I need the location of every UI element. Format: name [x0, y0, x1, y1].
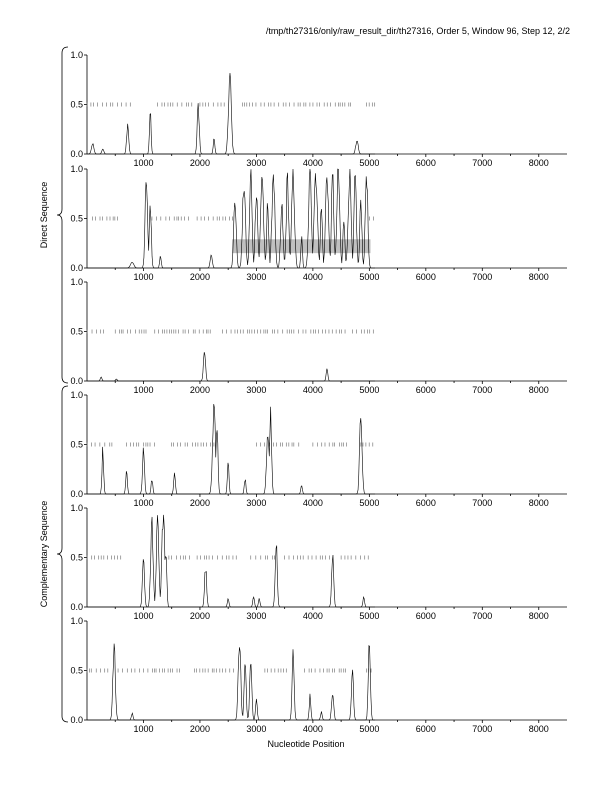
y-tick-label: 0.5	[70, 326, 83, 337]
series-line	[87, 73, 375, 154]
direct-sequence-label: Direct Sequence	[39, 181, 49, 249]
y-tick-label: 0.5	[70, 552, 83, 563]
x-tick-label: 3000	[246, 385, 267, 395]
y-tick-label: 1.0	[70, 164, 83, 174]
x-tick-label: 1000	[133, 158, 154, 168]
x-tick-label: 6000	[415, 272, 436, 282]
x-tick-label: 5000	[359, 158, 380, 168]
x-tick-label: 1000	[133, 724, 154, 734]
complementary-sequence-bracket	[57, 386, 68, 722]
x-tick-label: 4000	[302, 724, 323, 734]
x-tick-label: 2000	[189, 498, 210, 508]
y-tick-label: 1.0	[70, 277, 83, 287]
x-tick-label: 3000	[246, 272, 267, 282]
x-tick-label: 4000	[302, 272, 323, 282]
y-tick-label: 0.0	[70, 602, 83, 612]
y-tick-label: 0.0	[70, 263, 83, 273]
x-tick-label: 8000	[528, 272, 549, 282]
x-tick-label: 6000	[415, 158, 436, 168]
y-tick-label: 1.0	[70, 503, 83, 513]
series-line	[87, 644, 375, 720]
x-tick-label: 8000	[528, 611, 549, 621]
x-tick-label: 2000	[189, 272, 210, 282]
y-tick-label: 0.5	[70, 439, 83, 450]
x-tick-label: 1000	[133, 385, 154, 395]
x-tick-label: 4000	[302, 158, 323, 168]
direct-sequence-bracket	[57, 47, 68, 383]
y-tick-label: 0.5	[70, 213, 83, 224]
x-tick-label: 7000	[472, 158, 493, 168]
series-line	[87, 404, 375, 494]
x-tick-label: 7000	[472, 498, 493, 508]
x-tick-label: 4000	[302, 498, 323, 508]
y-tick-label: 1.0	[70, 50, 83, 60]
series-line	[87, 352, 375, 381]
y-tick-label: 0.0	[70, 149, 83, 159]
x-tick-label: 5000	[359, 385, 380, 395]
x-tick-label: 6000	[415, 611, 436, 621]
x-tick-label: 8000	[528, 158, 549, 168]
x-tick-label: 3000	[246, 724, 267, 734]
x-tick-label: 7000	[472, 272, 493, 282]
series-line	[87, 515, 375, 607]
complementary-sequence-label: Complementary Sequence	[39, 500, 49, 608]
x-tick-label: 2000	[189, 724, 210, 734]
x-tick-label: 1000	[133, 611, 154, 621]
y-tick-label: 0.5	[70, 665, 83, 676]
x-tick-label: 5000	[359, 498, 380, 508]
y-tick-label: 0.0	[70, 715, 83, 725]
y-tick-label: 1.0	[70, 616, 83, 626]
x-tick-label: 5000	[359, 611, 380, 621]
x-tick-label: 3000	[246, 611, 267, 621]
x-tick-label: 5000	[359, 272, 380, 282]
x-tick-label: 5000	[359, 724, 380, 734]
x-tick-label: 8000	[528, 385, 549, 395]
x-tick-label: 1000	[133, 272, 154, 282]
x-tick-label: 1000	[133, 498, 154, 508]
x-tick-label: 6000	[415, 385, 436, 395]
y-tick-label: 1.0	[70, 390, 83, 400]
x-tick-label: 6000	[415, 498, 436, 508]
x-tick-label: 3000	[246, 498, 267, 508]
x-tick-label: 3000	[246, 158, 267, 168]
page-title: /tmp/th27316/only/raw_result_dir/th27316, Order 5, Window 96, Step 12, 2/2	[265, 26, 570, 36]
y-tick-label: 0.0	[70, 376, 83, 386]
x-tick-label: 8000	[528, 724, 549, 734]
x-axis-label: Nucleotide Position	[267, 739, 345, 749]
x-tick-label: 6000	[415, 724, 436, 734]
x-tick-label: 2000	[189, 385, 210, 395]
x-tick-label: 2000	[189, 611, 210, 621]
x-tick-label: 7000	[472, 724, 493, 734]
x-tick-label: 4000	[302, 385, 323, 395]
y-tick-label: 0.0	[70, 489, 83, 499]
x-tick-label: 2000	[189, 158, 210, 168]
x-tick-label: 7000	[472, 385, 493, 395]
x-tick-label: 8000	[528, 498, 549, 508]
x-tick-label: 7000	[472, 611, 493, 621]
x-tick-label: 4000	[302, 611, 323, 621]
y-tick-label: 0.5	[70, 99, 83, 110]
